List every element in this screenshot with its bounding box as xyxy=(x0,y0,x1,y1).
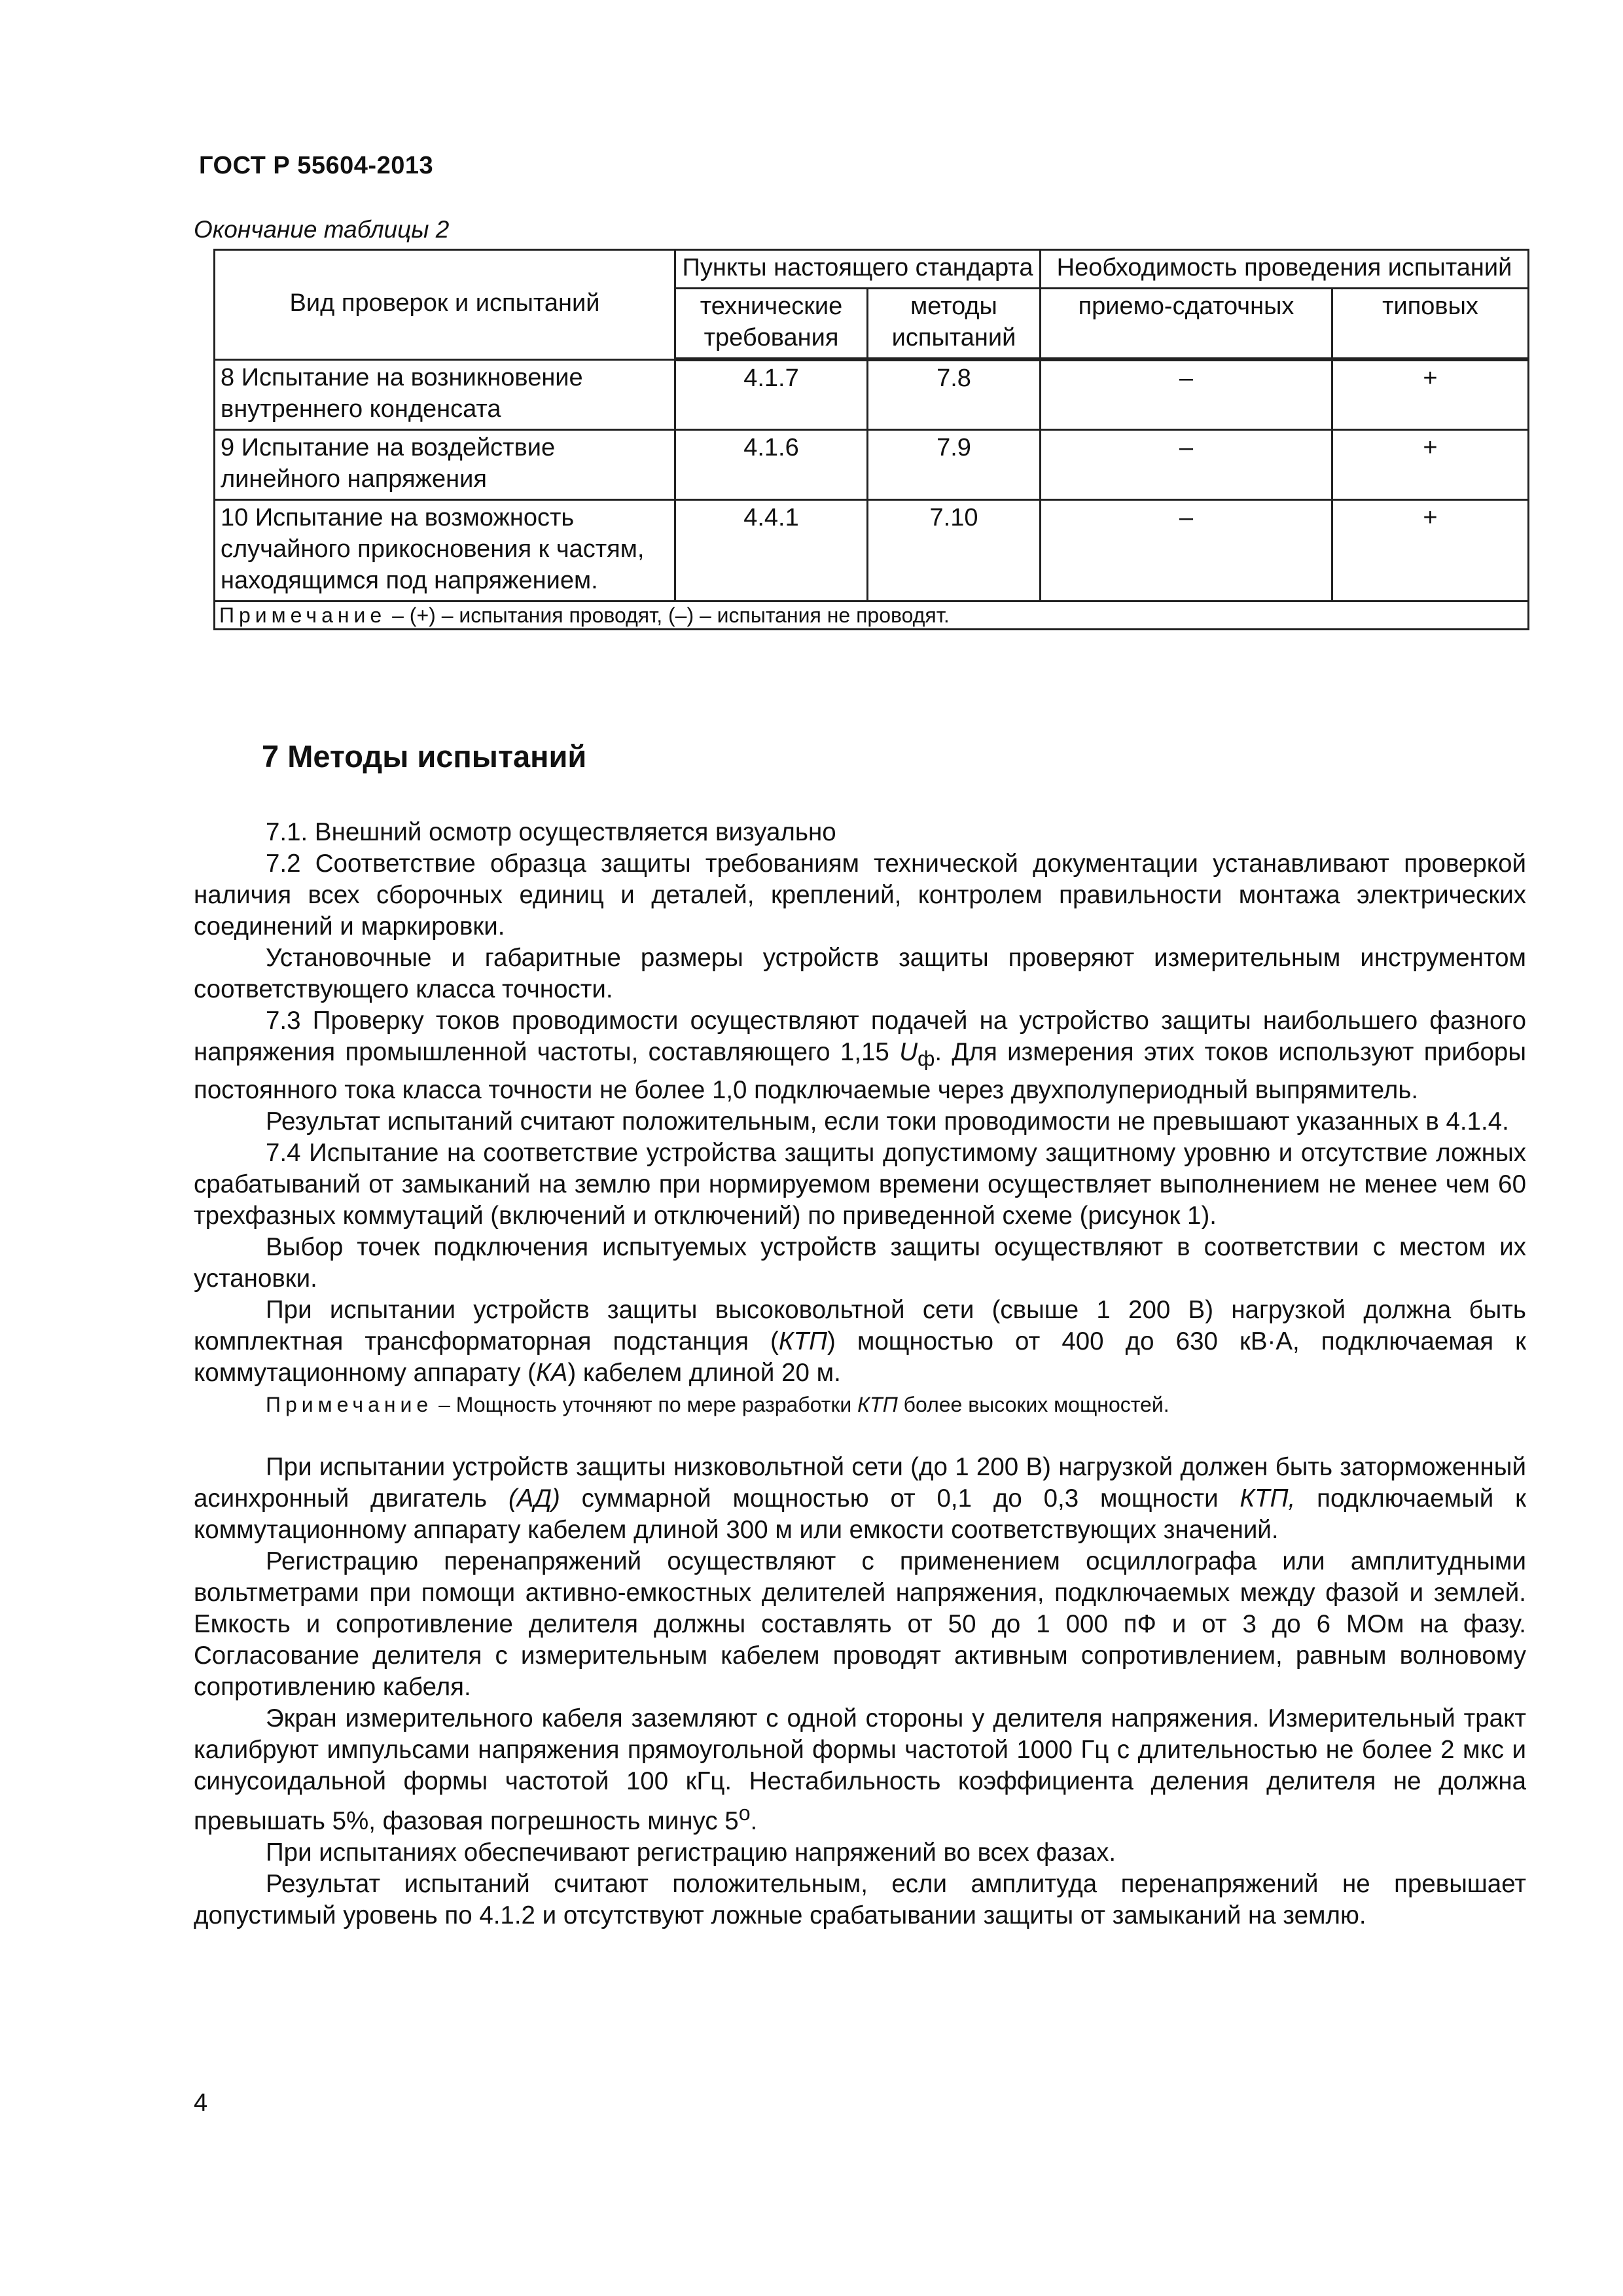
row-type-mark: + xyxy=(1332,429,1529,499)
paragraph-overvoltage-registration: Регистрацию перенапряжений осуществляют с применением осциллографа или амплитудными вольтметрами при помощи активно-емкостных делителей напряжения, подключаемых между фазой и землей. Емкость и сопротивление делителя должны составлять от 50 до 1 000 пФ и от 3 до 6 МОм на фазу. Согласование делителя с измерительным кабелем проводят активным сопротивлением, равным волновому сопротивлению кабеля. xyxy=(194,1547,1526,1701)
paragraph-high-voltage: При испытании устройств защиты высоковольтной сети (свыше 1 200 В) нагрузкой должна быть комплектная трансформаторная подстанция (КТП) мощностью от 400 до 630 кВ·А, подключаемая к коммутационному аппарату (КА) кабелем длиной 20 м. xyxy=(194,1295,1527,1387)
table-caption: Окончание таблицы 2 xyxy=(194,216,450,243)
paragraph-connection-points: Выбор точек подключения испытуемых устройств защиты осуществляют в соответствии с местом их установки. xyxy=(194,1232,1526,1293)
paragraph-7-4: 7.4 Испытание на соответствие устройства защиты допустимому защитному уровню и отсутствие ложных срабатываний от замыканий на землю при нормируемом времени осуществляет выполнением не менее чем 60 трехфазных коммутаций (включений и отключений) по приведенной схеме (рисунок 1). xyxy=(194,1138,1526,1230)
row-tech-clause: 4.1.6 xyxy=(675,429,868,499)
requirements-table xyxy=(213,249,1529,630)
header-test-necessity: Необходимость проведения испытаний xyxy=(1041,250,1529,289)
row-tech-clause: 4.1.7 xyxy=(675,359,868,429)
table-row xyxy=(215,359,1529,429)
paragraph-conduction-result: Результат испытаний считают положительным, если токи проводимости не превышают указанных в 4.1.4. xyxy=(266,1107,1509,1136)
table-note-row xyxy=(215,601,1529,629)
table-note xyxy=(215,601,1529,629)
table-row xyxy=(215,429,1529,499)
header-check-type: Вид проверок и испытаний xyxy=(215,250,675,360)
document-code: ГОСТ Р 55604-2013 xyxy=(199,152,434,179)
header-technical-requirements: технические требования xyxy=(675,289,868,360)
paragraph-all-phases: При испытаниях обеспечивают регистрацию напряжений во всех фазах. xyxy=(266,1838,1116,1867)
row-check-name: 10 Испытание на возможность случайного прикосновения к частям, находящимся под напряжением. xyxy=(215,499,675,601)
row-tech-clause: 4.4.1 xyxy=(675,499,868,601)
paragraph-cable-screen: Экран измерительного кабеля заземляют с одной стороны у делителя напряжения. Измерительный тракт калибруют импульсами напряжения прямоугольной формы частотой 1000 Гц с длительностью не более 2 мкс и синусоидальной формы частотой 100 кГц. Нестабильность коэффициента деления делителя не должна превышать 5%, фазовая погрешность минус $5^о$. xyxy=(194,1704,1526,1835)
paragraph-dimensions: Установочные и габаритные размеры устройств защиты проверяют измерительным инструментом соответствующего класса точности. xyxy=(194,944,1526,1003)
row-method-clause: 7.8 xyxy=(868,359,1041,429)
page-number: 4 xyxy=(194,2089,208,2117)
header-standard-points: Пункты настоящего стандарта xyxy=(675,250,1041,289)
section-title: 7 Методы испытаний xyxy=(262,739,587,774)
header-test-methods: методы испытаний xyxy=(868,289,1041,360)
row-type-mark: + xyxy=(1332,359,1529,429)
header-type-tests: типовых xyxy=(1332,289,1529,360)
row-acceptance-mark: – xyxy=(1041,499,1332,601)
paragraph-low-voltage: При испытании устройств защиты низковольтной сети (до 1 200 В) нагрузкой должен быть заторможенный асинхронный двигатель (АД) суммарной мощностью от 0,1 до 0,3 мощности КТП, подключаемый к коммутационному аппарату кабелем длиной 300 м или емкости соответствующих значений. xyxy=(194,1452,1526,1544)
paragraph-final-result: Результат испытаний считают положительным, если амплитуда перенапряжений не превышает допустимый уровень по 4.1.2 и отсутствуют ложные срабатывании защиты от замыканий на землю. xyxy=(194,1869,1526,1929)
row-method-clause: 7.10 xyxy=(868,499,1041,601)
table-row xyxy=(215,499,1529,601)
note-text: – (+) – испытания проводят, (–) – испытания не проводят. xyxy=(386,603,950,627)
row-check-name: 8 Испытание на возникновение внутреннего конденсата xyxy=(215,359,675,429)
row-method-clause: 7.9 xyxy=(868,429,1041,499)
paragraph-7-3: 7.3 Проверку токов проводимости осуществляют подачей на устройство защиты наибольшего фазного напряжения промышленной частоты, составляющего 1,15 $U_ф$. Для измерения этих токов используют приборы постоянного тока класса точности не более 1,0 подключаемые через двухполупериодный выпрямитель. xyxy=(194,1007,1527,1104)
paragraph-7-1: 7.1. Внешний осмотр осуществляется визуально xyxy=(266,818,836,846)
section-body xyxy=(194,817,1526,1931)
table-header-row xyxy=(215,250,1529,289)
note-power: Примечание – Мощность уточняют по мере разработки КТП более высоких мощностей. xyxy=(266,1392,1169,1416)
header-acceptance-tests: приемо-сдаточных xyxy=(1041,289,1332,360)
note-label: Примечание xyxy=(219,603,387,627)
row-acceptance-mark: – xyxy=(1041,359,1332,429)
row-acceptance-mark: – xyxy=(1041,429,1332,499)
row-check-name: 9 Испытание на воздействие линейного напряжения xyxy=(215,429,675,499)
paragraph-7-2: 7.2 Соответствие образца защиты требованиям технической документации устанавливают проверкой наличия всех сборочных единиц и деталей, креплений, контролем правильности монтажа электрических соединений и маркировки. xyxy=(194,850,1526,941)
row-type-mark: + xyxy=(1332,499,1529,601)
